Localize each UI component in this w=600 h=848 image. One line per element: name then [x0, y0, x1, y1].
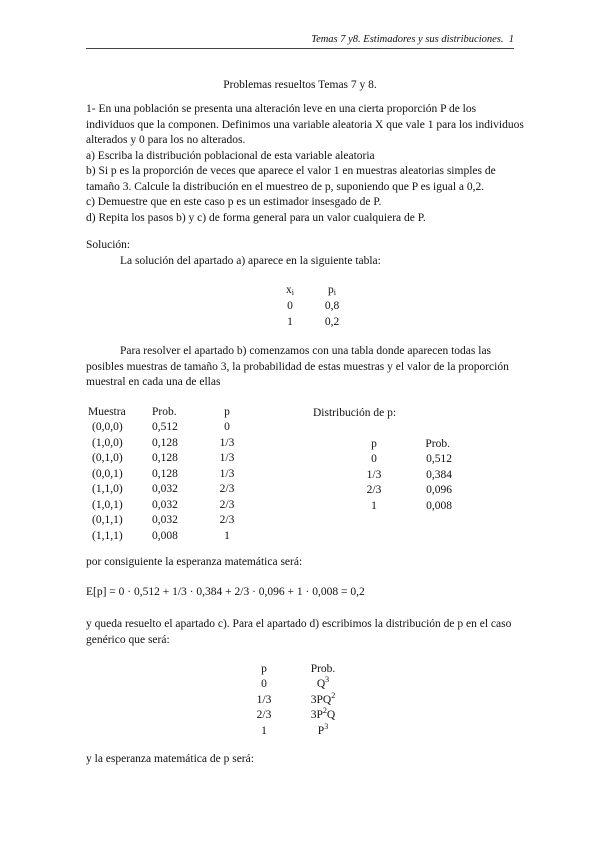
expectation-intro: por consiguiente la esperanza matemática será:	[86, 556, 303, 568]
header-pi: $p_i$	[328, 284, 336, 298]
table-row	[268, 299, 352, 315]
header-xi: $x_i$	[286, 284, 294, 298]
cell: (0,0,0)	[92, 421, 123, 434]
cell: 0,512	[152, 421, 178, 434]
table-row	[88, 528, 240, 544]
table-row	[360, 498, 452, 514]
cell: 0,096	[426, 484, 452, 497]
paragraph-c	[86, 617, 518, 648]
cell: 0	[371, 453, 377, 466]
cell: (0,0,1)	[92, 467, 123, 480]
problem-statement	[86, 102, 524, 226]
cell: 1/3	[219, 467, 235, 480]
table-header-row	[268, 283, 352, 299]
cell: 2/3	[366, 484, 382, 497]
cell: (1,0,1)	[92, 498, 123, 511]
table-row	[360, 452, 452, 468]
cell: 0,032	[152, 514, 178, 527]
cell: 0,032	[152, 498, 178, 511]
header-p: p	[371, 437, 377, 450]
paragraph-line: Para resolver el apartado b) comenzamos con una tabla donde aparecen todas las	[120, 345, 492, 357]
problem-line: b) Si p es la proporción de veces que aparece el valor 1 en muestras aleatorias simples de	[86, 165, 496, 177]
cell: $Q^3$	[316, 675, 330, 691]
table-row	[360, 483, 452, 499]
cell: 0	[261, 678, 267, 691]
cell: 0,128	[152, 452, 178, 465]
paragraph-line: y queda resuelto el apartado c). Para el apartado d) escribimos la distribución de p en el caso	[86, 618, 512, 630]
cell: 1	[261, 724, 267, 737]
solution-intro: La solución del apartado a) aparece en la siguiente tabla:	[120, 255, 381, 267]
problem-line: alterados y 0 para los no alterados.	[86, 134, 246, 146]
distribution-title: Distribución de p:	[313, 407, 397, 419]
paragraph-line: posibles muestras de tamaño 3, la probabilidad de estas muestras y el valor de la proporción	[86, 360, 509, 373]
header-prob: Prob.	[425, 437, 450, 450]
running-title: Temas 7 y8. Estimadores y sus distribuciones.	[311, 34, 504, 45]
cell: 2/3	[256, 709, 272, 722]
running-header	[86, 34, 514, 49]
cell: 0,8	[324, 300, 340, 313]
header-p: p	[224, 405, 230, 418]
cell: (1,1,1)	[92, 529, 123, 542]
samples-table	[88, 404, 240, 544]
header-prob: Prob.	[152, 405, 177, 418]
cell: (1,0,0)	[92, 436, 123, 449]
table-row	[250, 677, 368, 693]
page-title: Problemas resueltos Temas 7 y 8.	[223, 79, 377, 91]
problem-line: a) Escriba la distribución poblacional de esta variable aleatoria	[86, 149, 375, 162]
table-header-row	[88, 404, 240, 420]
paragraph-line: muestral en cada una de ellas	[86, 376, 221, 388]
table-header-row	[360, 436, 452, 452]
cell: $3PQ^2$	[310, 690, 336, 706]
cell: (1,1,0)	[92, 483, 123, 496]
cell: 0,128	[152, 467, 178, 480]
cell: 2/3	[219, 514, 235, 527]
cell: 1/3	[219, 452, 235, 465]
cell: 0,008	[152, 529, 178, 542]
cell: $P^3$	[317, 721, 329, 737]
paragraph-line: genérico que será:	[86, 633, 170, 646]
population-table	[268, 283, 352, 330]
table-row	[88, 451, 240, 467]
cell: 0	[224, 421, 230, 434]
table-row	[360, 467, 452, 483]
table-row	[88, 420, 240, 436]
final-line: y la esperanza matemática de p será:	[86, 753, 254, 765]
solution-heading: Solución:	[86, 239, 131, 251]
cell: (0,1,1)	[92, 514, 123, 527]
cell: 0,384	[426, 468, 452, 481]
problem-line: 1- En una población se presenta una alteración leve en una cierta proporción P de los	[86, 103, 477, 115]
cell: 1/3	[256, 693, 272, 706]
generic-distribution-table	[250, 661, 368, 739]
table-row	[250, 723, 368, 739]
header-p: p	[261, 662, 267, 675]
problem-line: d) Repita los pasos b) y c) de forma general para un valor cualquiera de P.	[86, 211, 426, 224]
cell: 0,128	[152, 436, 178, 449]
table-row	[88, 435, 240, 451]
problem-line: individuos que la componen. Definimos una variable aleatoria X que vale 1 para los individuos	[86, 118, 524, 131]
cell: 1	[287, 315, 293, 328]
expectation-formula: E[p] = 0 · 0,512 + 1/3 · 0,384 + 2/3 · 0,096 + 1 · 0,008 = 0,2	[86, 586, 365, 598]
table-row	[268, 314, 352, 330]
cell: 0,2	[324, 315, 340, 328]
problem-line: c) Demuestre que en este caso p es un estimador insesgado de P.	[86, 196, 382, 208]
cell: 1/3	[219, 436, 235, 449]
table-row	[250, 692, 368, 708]
page-number: 1	[508, 34, 514, 45]
cell: 0,032	[152, 483, 178, 496]
table-row	[88, 466, 240, 482]
table-header-row	[250, 661, 368, 677]
table-row	[88, 482, 240, 498]
table-row	[88, 513, 240, 529]
problem-line: tamaño 3. Calcule la distribución en el muestreo de p, suponiendo que P es igual a 0,2.	[86, 180, 485, 193]
cell: 2/3	[219, 483, 235, 496]
table-row	[250, 708, 368, 724]
cell: 1	[224, 529, 230, 542]
header-muestra: Muestra	[88, 405, 126, 418]
distribution-table	[360, 436, 452, 514]
cell: 2/3	[219, 498, 235, 511]
paragraph-b	[86, 344, 518, 391]
header-prob: Prob.	[310, 662, 336, 675]
cell: 1	[371, 499, 377, 512]
table-row	[88, 497, 240, 513]
cell: $3P^2Q$	[310, 706, 336, 722]
cell: 0	[287, 300, 293, 313]
cell: 0,512	[426, 453, 452, 466]
cell: 1/3	[366, 468, 382, 481]
cell: (0,1,0)	[92, 452, 123, 465]
cell: 0,008	[426, 499, 452, 512]
